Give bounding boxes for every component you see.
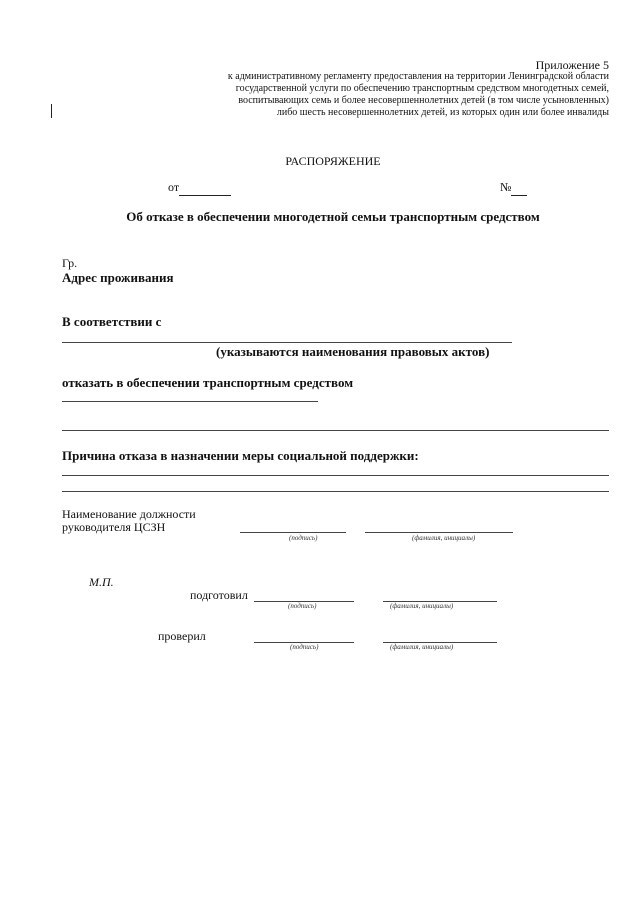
legal-acts-line	[62, 342, 512, 343]
date-blank	[179, 180, 231, 196]
reason-label: Причина отказа в назначении меры социальной поддержки:	[62, 448, 419, 463]
prepared-name-hint: (фамилия, инициалы)	[390, 602, 454, 610]
position-line-2: руководителя ЦСЗН	[62, 520, 166, 534]
reason-line-2	[62, 491, 609, 492]
prepared-label: подготовил	[190, 588, 248, 602]
head-name-line	[365, 532, 513, 533]
document-type-title: РАСПОРЯЖЕНИЕ	[285, 154, 381, 168]
head-signature-line	[240, 532, 346, 533]
stamp-label: М.П.	[89, 575, 114, 589]
checked-name-hint: (фамилия, инициалы)	[390, 643, 454, 651]
appendix-line-4: либо шесть несовершеннолетних детей, из которых один или более инвалиды	[276, 107, 609, 118]
number-field	[500, 180, 527, 196]
prepared-signature-hint: (подпись)	[288, 602, 317, 610]
date-field	[168, 180, 231, 196]
legal-acts-hint: (указываются наименования правовых актов)	[216, 344, 490, 359]
refuse-label: отказать в обеспечении транспортным средством	[62, 375, 354, 390]
number-prefix: №	[500, 180, 512, 194]
appendix-line-2: государственной услуги по обеспечению транспортным средством многодетных семей,	[235, 83, 609, 94]
position-line-1: Наименование должности	[62, 507, 196, 521]
reason-line-1	[62, 475, 609, 476]
head-name-hint: (фамилия, инициалы)	[412, 534, 476, 542]
citizen-label: Гр.	[62, 256, 78, 270]
accordance-label: В соответствии с	[62, 314, 162, 329]
address-label: Адрес проживания	[62, 270, 174, 285]
number-blank	[511, 180, 527, 196]
checked-signature-hint: (подпись)	[290, 643, 319, 651]
document-subject: Об отказе в обеспечении многодетной семьи транспортным средством	[126, 209, 540, 224]
appendix-line-3: воспитывающих семь и более несовершеннолетних детей (в том числе усыновленных)	[238, 95, 609, 106]
refuse-line-1	[62, 401, 318, 402]
refuse-line-2	[62, 430, 609, 431]
checked-label: проверил	[158, 629, 206, 643]
date-prefix: от	[168, 180, 180, 194]
margin-marker	[51, 104, 52, 118]
head-signature-hint: (подпись)	[289, 534, 318, 542]
appendix-line-1: к административному регламенту предоставления на территории Ленинградской области	[227, 71, 609, 82]
appendix-title: Приложение 5	[535, 58, 609, 72]
